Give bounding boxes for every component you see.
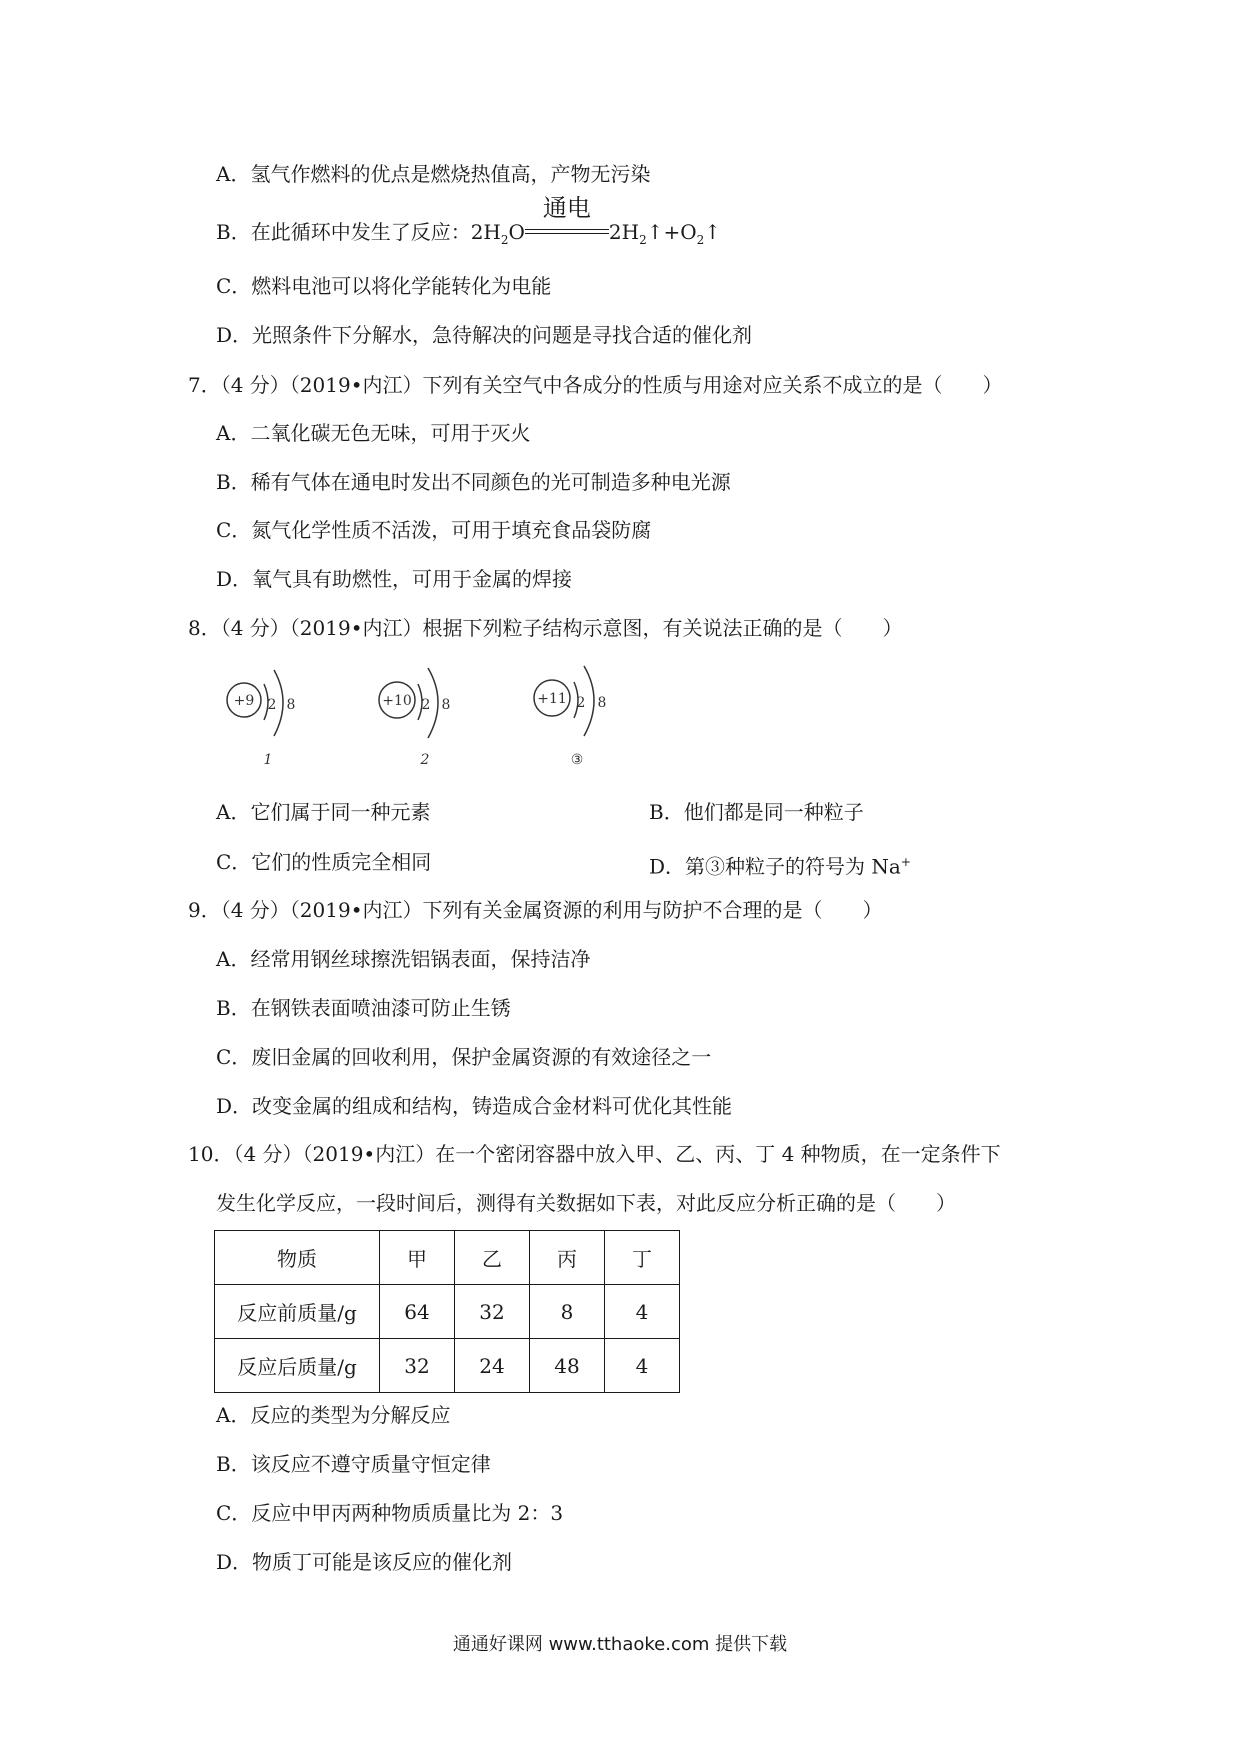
q10-stem-line1: 10．（4 分）（2019•内江）在一个密闭容器中放入甲、乙、丙、丁 4 种物质，在一定条件下 (188, 1142, 1001, 1166)
particle-3-nucleus: +11 (537, 691, 567, 707)
q7-option-c: C．氮气化学性质不活泼，可用于填充食品袋防腐 (216, 518, 652, 542)
table-header-cell: 丙 (530, 1231, 605, 1285)
q6-option-a: A．氢气作燃料的优点是燃烧热值高，产物无污染 (216, 162, 651, 186)
particle-2-nucleus: +10 (382, 693, 412, 709)
q10-option-a: A．反应的类型为分解反应 (216, 1403, 451, 1427)
table-cell: 32 (380, 1339, 455, 1393)
q9-stem: 9．（4 分）（2019•内江）下列有关金属资源的利用与防护不合理的是（ ） (188, 898, 883, 922)
q8-option-b: B．他们都是同一种粒子 (649, 800, 864, 824)
particle-1-shell1: 2 (267, 697, 277, 713)
q6-option-d: D．光照条件下分解水，急待解决的问题是寻找合适的催化剂 (216, 323, 753, 347)
table-header-cell: 乙 (455, 1231, 530, 1285)
particle-3-shell2: 8 (597, 695, 607, 711)
particle-3-shell1: 2 (576, 695, 586, 711)
particle-3-label: ③ (570, 752, 584, 768)
table-row (215, 1339, 680, 1393)
table-header-row (215, 1231, 680, 1285)
q9-option-a: A．经常用钢丝球擦洗铝锅表面，保持洁净 (216, 947, 591, 971)
table-header-cell: 丁 (605, 1231, 680, 1285)
mass-data-table (214, 1230, 680, 1393)
table-header-cell: 物质 (215, 1231, 380, 1285)
particle-1-label: 1 (263, 752, 273, 768)
equation-reactant: $2H_2O$ (470, 220, 525, 247)
table-cell: 64 (380, 1285, 455, 1339)
q6-option-b-text: B．在此循环中发生了反应： (216, 220, 471, 244)
table-cell: 8 (530, 1285, 605, 1339)
particle-1-nucleus: +9 (233, 693, 255, 709)
table-cell: 24 (455, 1339, 530, 1393)
table-cell: 4 (605, 1339, 680, 1393)
q8-stem: 8．（4 分）（2019•内江）根据下列粒子结构示意图，有关说法正确的是（ ） (188, 616, 903, 640)
q7-stem: 7．（4 分）（2019•内江）下列有关空气中各成分的性质与用途对应关系不成立的是（ ） (188, 373, 1003, 397)
q9-option-c: C．废旧金属的回收利用，保护金属资源的有效途径之一 (216, 1045, 712, 1069)
reaction-condition-equals (525, 194, 609, 246)
q10-option-c: C．反应中甲丙两种物质质量比为 2：3 (216, 1501, 564, 1525)
q9-option-b: B．在钢铁表面喷油漆可防止生锈 (216, 996, 511, 1020)
footer-watermark: 通通好课网 www.tthaoke.com 提供下载 (452, 1634, 788, 1655)
q9-option-d: D．改变金属的组成和结构，铸造成合金材料可优化其性能 (216, 1094, 733, 1118)
particle-2-shell1: 2 (421, 697, 431, 713)
table-cell: 反应前质量/g (215, 1285, 380, 1339)
q7-option-b: B．稀有气体在通电时发出不同颜色的光可制造多种电光源 (216, 470, 731, 494)
table-header-cell: 甲 (380, 1231, 455, 1285)
particle-2-shell2: 8 (441, 697, 451, 713)
particle-2-label: 2 (420, 752, 430, 768)
q10-stem-line2: 发生化学反应，一段时间后，测得有关数据如下表，对此反应分析正确的是（ ） (216, 1191, 956, 1215)
particle-1 (227, 670, 295, 768)
q8-option-d: D．第③种粒子的符号为 Na+ (649, 854, 911, 879)
q8-option-c: C．它们的性质完全相同 (216, 850, 432, 874)
table-cell: 反应后质量/g (215, 1339, 380, 1393)
q7-option-d: D．氧气具有助燃性，可用于金属的焊接 (216, 567, 573, 591)
particle-3 (534, 666, 606, 768)
particle-1-shell2: 8 (286, 697, 296, 713)
table-cell: 48 (530, 1339, 605, 1393)
q7-option-a: A．二氧化碳无色无味，可用于灭火 (216, 421, 531, 445)
table-cell: 32 (455, 1285, 530, 1339)
q6-option-b (216, 194, 722, 254)
table-cell: 4 (605, 1285, 680, 1339)
q6-option-c: C．燃料电池可以将化学能转化为电能 (216, 274, 552, 298)
particle-structure-figure (222, 664, 652, 772)
q10-option-d: D．物质丁可能是该反应的催化剂 (216, 1550, 513, 1574)
q8-option-a: A．它们属于同一种元素 (216, 800, 431, 824)
particle-2 (379, 668, 450, 768)
reaction-condition: 通电 (542, 194, 591, 222)
table-row (215, 1285, 680, 1339)
equation-products: $2H_2↑+O_2↑$ (608, 220, 722, 247)
q10-option-b: B．该反应不遵守质量守恒定律 (216, 1452, 491, 1476)
